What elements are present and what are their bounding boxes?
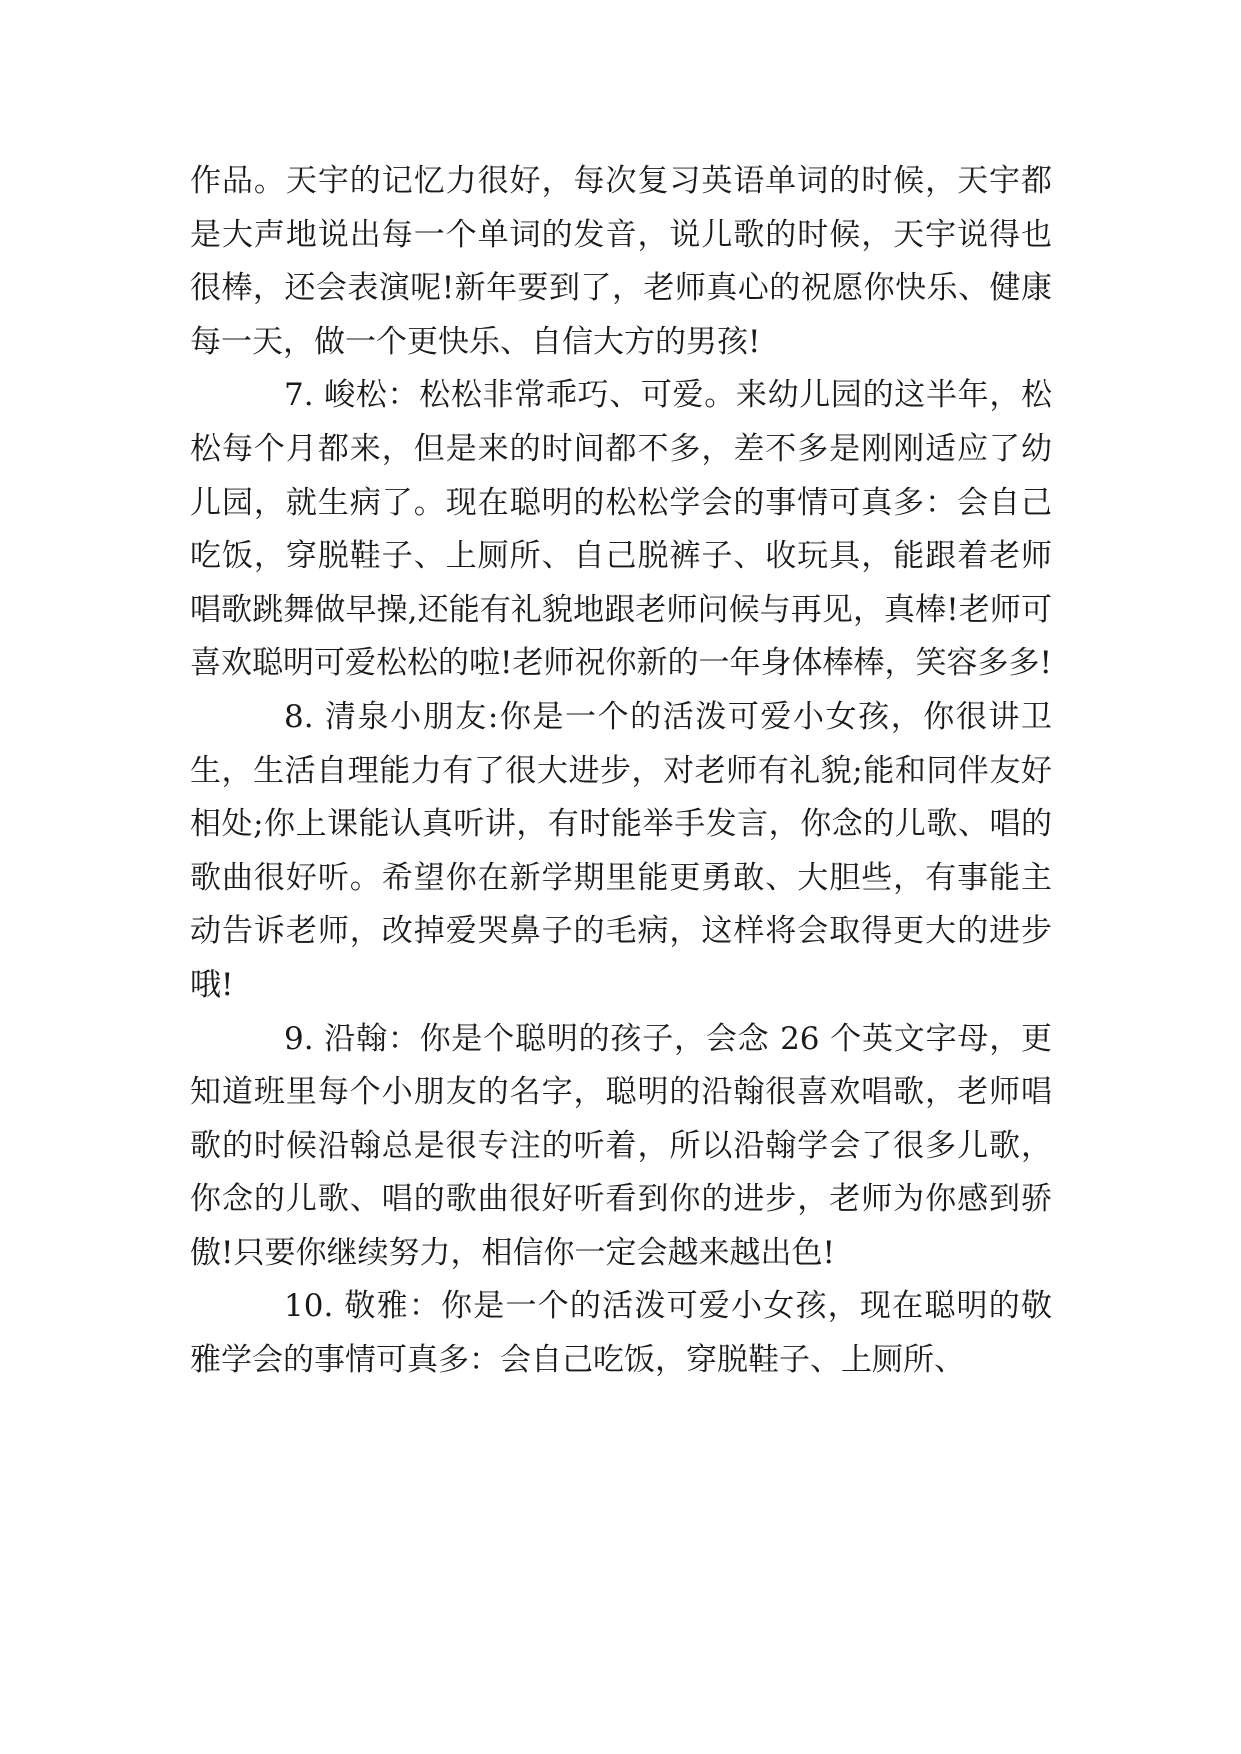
paragraph-item-9: 9. 沿翰：你是个聪明的孩子，会念 26 个英文字母，更知道班里每个小朋友的名字，聪明的沿翰很喜欢唱歌，老师唱歌的时候沿翰总是很专注的听着，所以沿翰学会了很多儿歌，你念的儿歌、唱的歌曲很好听看到你的进步，老师为你感到骄傲!只要你继续努力，相信你一定会越来越出色! [190,1020,1052,1271]
paragraph-item-10: 10. 敬雅：你是一个的活泼可爱小女孩，现在聪明的敬雅学会的事情可真多：会自己吃饭，穿脱鞋子、上厕所、 [190,1288,1052,1379]
document-body [190,155,1052,1388]
paragraph-continuation: 作品。天宇的记忆力很好，每次复习英语单词的时候，天宇都是大声地说出每一个单词的发音，说儿歌的时候，天宇说得也很棒，还会表演呢!新年要到了，老师真心的祝愿你快乐、健康每一天，做一个更快乐、自信大方的男孩! [190,163,1052,360]
paragraph-item-8: 8. 清泉小朋友:你是一个的活泼可爱小女孩，你很讲卫生，生活自理能力有了很大进步，对老师有礼貌;能和同伴友好相处;你上课能认真听讲，有时能举手发言，你念的儿歌、唱的歌曲很好听。希望你在新学期里能更勇敢、大胆些，有事能主动告诉老师，改掉爱哭鼻子的毛病，这样将会取得更大的进步哦! [190,698,1052,1003]
paragraph-item-7: 7. 峻松：松松非常乖巧、可爱。来幼儿园的这半年，松松每个月都来，但是来的时间都不多，差不多是刚刚适应了幼儿园，就生病了。现在聪明的松松学会的事情可真多：会自己吃饭，穿脱鞋子、上厕所、自己脱裤子、收玩具，能跟着老师唱歌跳舞做早操,还能有礼貌地跟老师问候与再见，真棒!老师可喜欢聪明可爱松松的啦!老师祝你新的一年身体棒棒，笑容多多! [190,377,1052,682]
